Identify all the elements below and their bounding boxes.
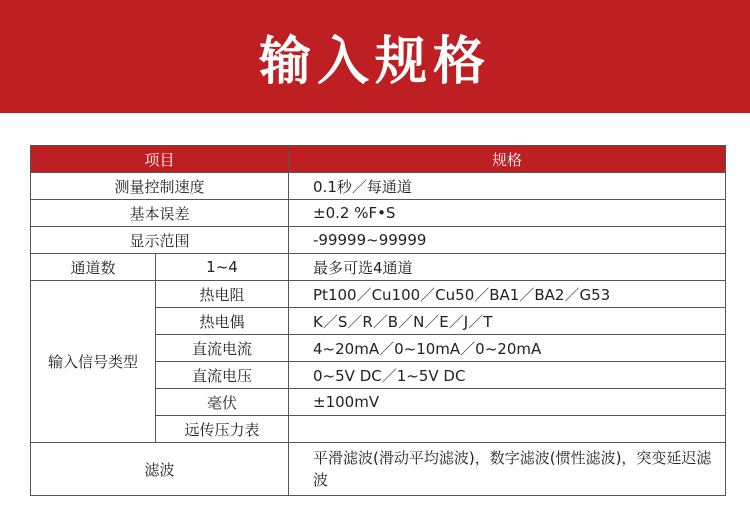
row-label-channels: 通道数	[31, 254, 156, 281]
table-row	[31, 443, 726, 496]
table-row	[31, 281, 726, 308]
row-value-error: ±0.2 %F•S	[289, 200, 726, 227]
row-label-range: 显示范围	[31, 227, 289, 254]
table-row	[31, 200, 726, 227]
row-label-input-signal: 输入信号类型	[31, 281, 156, 443]
row-value-dc-current: 4~20mA／0~10mA／0~20mA	[289, 335, 726, 362]
row-sub-dc-current: 直流电流	[156, 335, 289, 362]
row-label-filter: 滤波	[31, 443, 289, 496]
row-label-speed: 测量控制速度	[31, 173, 289, 200]
table-row	[31, 254, 726, 281]
row-value-thermocouple: K／S／R／B／N／E／J／T	[289, 308, 726, 335]
row-value-pressure-gauge	[289, 416, 726, 443]
row-value-filter: 平滑滤波(滑动平均滤波)，数字滤波(惯性滤波)，突变延迟滤波	[289, 443, 726, 496]
row-value-millivolt: ±100mV	[289, 389, 726, 416]
row-sub-dc-voltage: 直流电压	[156, 362, 289, 389]
header-banner	[0, 0, 750, 113]
row-value-dc-voltage: 0~5V DC／1~5V DC	[289, 362, 726, 389]
page-title: 输入规格	[258, 32, 491, 92]
spec-table	[30, 145, 726, 496]
row-sub-millivolt: 毫伏	[156, 389, 289, 416]
row-sub-channels: 1~4	[156, 254, 289, 281]
row-sub-thermocouple: 热电偶	[156, 308, 289, 335]
header-item: 项目	[31, 146, 289, 173]
row-label-error: 基本误差	[31, 200, 289, 227]
table-row	[31, 173, 726, 200]
row-sub-rtd: 热电阻	[156, 281, 289, 308]
row-value-channels: 最多可选4通道	[289, 254, 726, 281]
table-header-row	[31, 146, 726, 173]
row-value-rtd: Pt100／Cu100／Cu50／BA1／BA2／G53	[289, 281, 726, 308]
row-sub-pressure-gauge: 远传压力表	[156, 416, 289, 443]
header-spec: 规格	[289, 146, 726, 173]
table-row	[31, 227, 726, 254]
row-value-speed: 0.1秒／每通道	[289, 173, 726, 200]
row-value-range: -99999~99999	[289, 227, 726, 254]
